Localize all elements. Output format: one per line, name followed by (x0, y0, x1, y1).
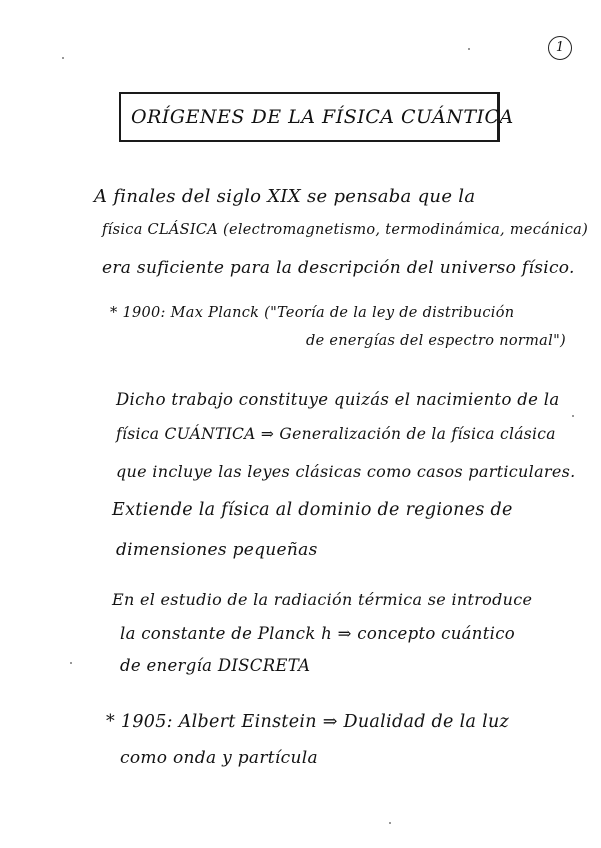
scan-speck (468, 48, 470, 50)
title-box (119, 92, 514, 142)
scan-speck (62, 57, 64, 59)
intro-line-1: A finales del siglo XIX se pensaba que la (94, 186, 476, 207)
body-line-4: Extiende la física al dominio de regiones de (112, 500, 513, 520)
body-line-1: Dicho trabajo constituye quizás el nacimiento de la (116, 390, 560, 409)
page-number: 1 (548, 36, 572, 60)
body-line-3: que incluye las leyes clásicas como casos particulares. (116, 462, 576, 481)
einstein-line-2: como onda y partícula (120, 748, 318, 768)
page-title: ORÍGENES DE LA FÍSICA CUÁNTICA (131, 106, 514, 128)
body-line-8: de energía DISCRETA (120, 656, 311, 675)
body-line-7: la constante de Planck h ⇒ concepto cuántico (120, 624, 515, 643)
einstein-line-1: * 1905: Albert Einstein ⇒ Dualidad de la luz (106, 712, 510, 732)
scan-speck (572, 415, 574, 417)
intro-line-3: era suficiente para la descripción del universo físico. (102, 258, 575, 278)
planck-line-2: de energías del espectro normal") (306, 333, 566, 349)
intro-line-2: física CLÁSICA (electromagnetismo, termodinámica, mecánica) (102, 222, 589, 238)
planck-line-1: * 1900: Max Planck ("Teoría de la ley de distribución (110, 305, 515, 321)
body-line-2: física CUÁNTICA ⇒ Generalización de la física clásica (116, 425, 556, 443)
scan-speck (70, 662, 72, 664)
body-line-6: En el estudio de la radiación térmica se introduce (112, 590, 533, 609)
body-line-5: dimensiones pequeñas (116, 540, 318, 560)
scan-speck (389, 822, 391, 824)
